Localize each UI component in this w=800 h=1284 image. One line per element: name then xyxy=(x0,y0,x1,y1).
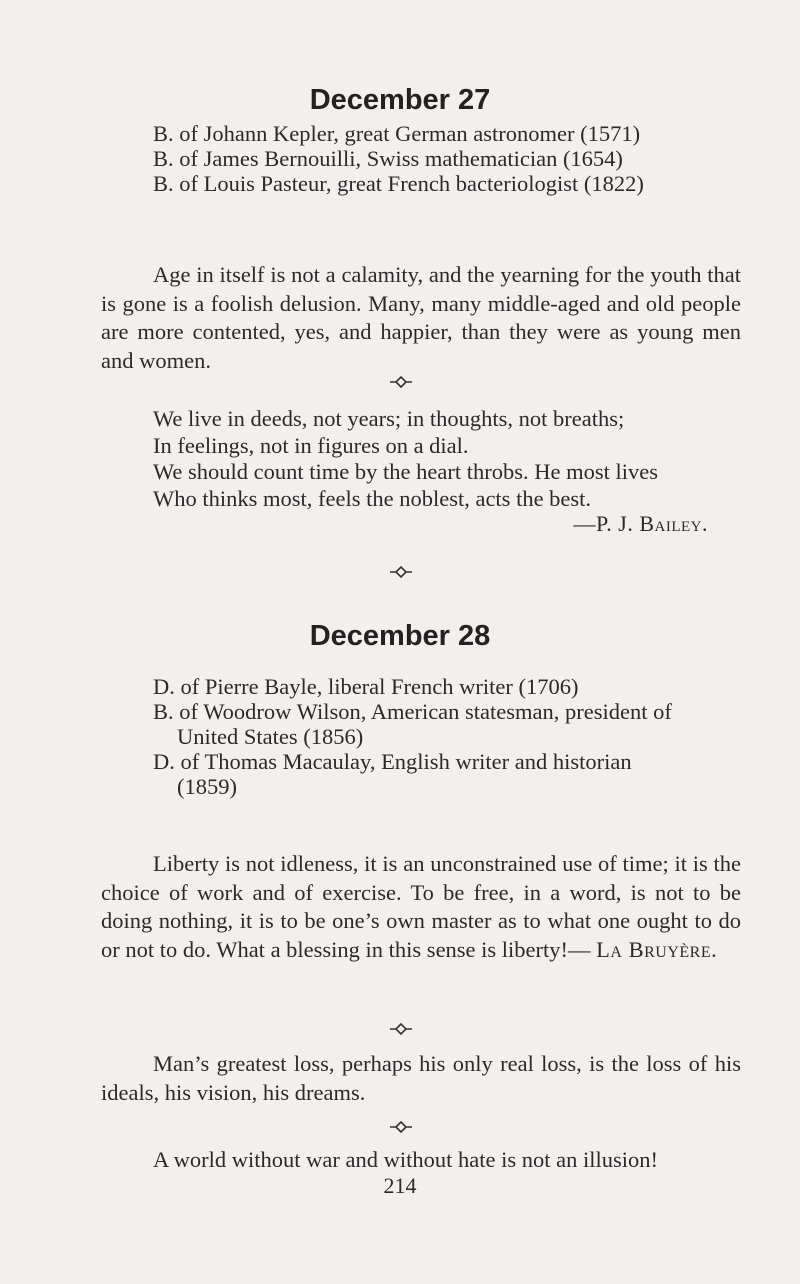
poem-line: We should count time by the heart throbs. He most lives xyxy=(153,459,658,484)
entry-pasteur: B. of Louis Pasteur, great French bacteriologist (1822) xyxy=(153,171,644,196)
poem-line: We live in deeds, not years; in thoughts, not breaths; xyxy=(153,406,625,431)
page-number: 214 xyxy=(383,1173,417,1198)
paragraph-world: A world without war and without hate is not an illusion! xyxy=(153,1147,658,1172)
entry-macaulay xyxy=(153,749,793,799)
entry-line: B. of Woodrow Wilson, American statesman, president of xyxy=(153,699,672,724)
entry-bayle xyxy=(153,674,793,699)
entry-line: D. of Thomas Macaulay, English writer and historian xyxy=(153,749,632,774)
diamond-divider-icon xyxy=(390,566,412,578)
poem-line: In feelings, not in figures on a dial. xyxy=(153,432,469,458)
diamond-divider-icon xyxy=(390,1121,412,1133)
paragraph-liberty xyxy=(101,850,741,964)
dec27-entries xyxy=(153,121,793,196)
diamond-divider-icon xyxy=(390,376,412,388)
entry-line-continued: United States (1856) xyxy=(177,724,364,749)
entry-line: D. of Pierre Bayle, liberal French writer (1706) xyxy=(153,674,579,699)
heading-december-28: December 28 xyxy=(309,620,491,652)
poem-line: Who thinks most, feels the noblest, acts the best. xyxy=(153,485,592,511)
paragraph-age: Age in itself is not a calamity, and the yearning for the youth that is gone is a foolish delusion. Many, many middle-aged and old people are more contented, yes, and happier, than they were as young men and women. xyxy=(101,262,741,373)
entry-bernouilli: B. of James Bernouilli, Swiss mathematician (1654) xyxy=(153,146,623,171)
dec28-entries xyxy=(153,674,793,799)
paragraph-ideals: Man’s greatest loss, perhaps his only real loss, is the loss of his ideals, his vision, his dreams. xyxy=(101,1051,741,1105)
entry-line-continued: (1859) xyxy=(177,774,237,799)
diamond-divider-icon xyxy=(390,1023,412,1035)
heading-december-27: December 27 xyxy=(309,84,491,116)
entry-wilson xyxy=(153,699,793,749)
attribution-bailey: —P. J. Bailey. xyxy=(573,511,708,536)
entry-kepler: B. of Johann Kepler, great German astronomer (1571) xyxy=(153,121,641,146)
liberty-text: Liberty is not idleness, it is an unconstrained use of time; it is the choice of work and of exercise. To be free, in a word, is not to be doing nothing, it is to be one’s own master as to what one ought to do or not to do. What a blessing in this sense is liberty!— xyxy=(101,851,741,962)
poem-bailey xyxy=(153,406,753,512)
liberty-author: La Bruyère. xyxy=(596,936,718,962)
